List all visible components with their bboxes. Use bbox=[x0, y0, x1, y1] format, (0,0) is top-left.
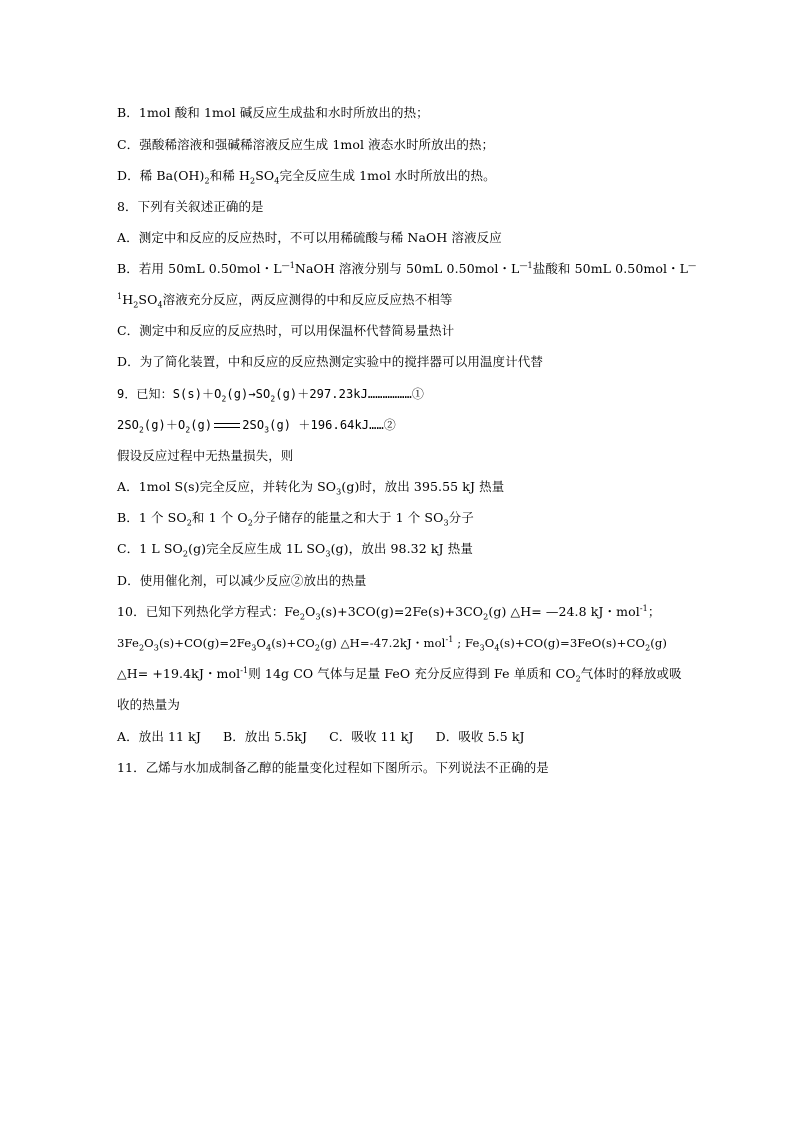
q10-option-d: D．吸收 5.5 kJ bbox=[435, 729, 525, 744]
equilibrium-arrow-icon bbox=[214, 422, 240, 430]
q9-option-c: C．1 L $SO_2(g)$完全反应生成 1L $SO_3(g)$，放出 98.32 kJ 热量 bbox=[117, 541, 473, 559]
q8-stem: 8．下列有关叙述正确的是 bbox=[117, 199, 264, 214]
q7-option-b: B．1mol 酸和 1mol 碱反应生成盐和水时所放出的热； bbox=[117, 105, 429, 120]
q9-assumption: 假设反应过程中无热量损失，则 bbox=[117, 448, 294, 463]
q10-line-1: 10．已知下列热化学方程式：$Fe_2O_3(s)+3CO(g)=2Fe(s)+3CO_2(g)$ △H= —24.8 kJ・mol$^{-1}$； bbox=[117, 603, 661, 622]
q10-option-a: A．放出 11 kJ bbox=[117, 729, 201, 744]
q8-option-c: C．测定中和反应的反应热时，可以用保温杯代替简易量热计 bbox=[117, 323, 455, 338]
q10-line-4: 收的热量为 bbox=[117, 697, 181, 712]
q9-stem: 9．已知：$S(s)+O_2(g)\to SO_2(g)+297.23kJ\dots\dots\dots\dots\dots\dots ①$ bbox=[117, 387, 424, 404]
q8-option-d: D．为了简化装置，中和反应的反应热测定实验中的搅拌器可以用温度计代替 bbox=[117, 354, 543, 369]
q10-option-b: B．放出 5.5kJ bbox=[222, 729, 308, 744]
q8-option-a: A．测定中和反应的反应热时，不可以用稀硫酸与稀 NaOH 溶液反应 bbox=[117, 230, 502, 245]
q11-stem: 11．乙烯与水加成制备乙醇的能量变化过程如下图所示。下列说法不正确的是 bbox=[117, 760, 549, 775]
q10-line-3: △H= +19.4kJ・mol$^{-1}$则 14g CO 气体与足量 FeO 充分反应得到 Fe 单质和 $CO_2$气体时的释放或吸 bbox=[117, 665, 682, 684]
q10-options bbox=[117, 727, 694, 747]
q8-option-b-cont: $^1H_2SO_4$溶液充分反应，两反应测得的中和反应反应热不相等 bbox=[117, 291, 453, 310]
q7-option-c: C．强酸稀溶液和强碱稀溶液反应生成 1mol 液态水时所放出的热； bbox=[117, 137, 495, 152]
q9-equation-2: $2SO_2(g)+O_2(g)$ $2SO_3(g)$ ＋196.64kJ……② bbox=[117, 418, 396, 435]
q9-option-b: B．1 个 $SO_2$和 1 个 $O_2$分子储存的能量之和大于 1 个 $SO_3$分子 bbox=[117, 510, 474, 528]
q7-option-d: D．稀 $Ba(OH)_2$和稀 $H_2SO_4$完全反应生成 1mol 水时所放出的热。 bbox=[117, 168, 496, 186]
q10-line-2: $3Fe_2O_3(s)+CO(g)=2Fe_3O_4(s)+CO_2(g)$ △H=-47.2kJ・mol$^{-1}$ ; $Fe_3O_4(s)+CO(g)=3FeO(s)+CO_2(g)$ bbox=[117, 635, 668, 653]
q9-option-a: A．1mol S(s)完全反应，并转化为 $SO_3(g)$时，放出 395.55 kJ 热量 bbox=[117, 479, 505, 497]
q8-option-b: B．若用 50mL 0.50mol・$L^{—1}NaOH$ 溶液分别与 50mL 0.50mol・$L^{—1}$盐酸和 50mL 0.50mol・L— bbox=[117, 260, 697, 276]
q9-option-d: D．使用催化剂，可以减少反应②放出的热量 bbox=[117, 573, 367, 588]
q10-option-c: C．吸收 11 kJ bbox=[329, 729, 414, 744]
